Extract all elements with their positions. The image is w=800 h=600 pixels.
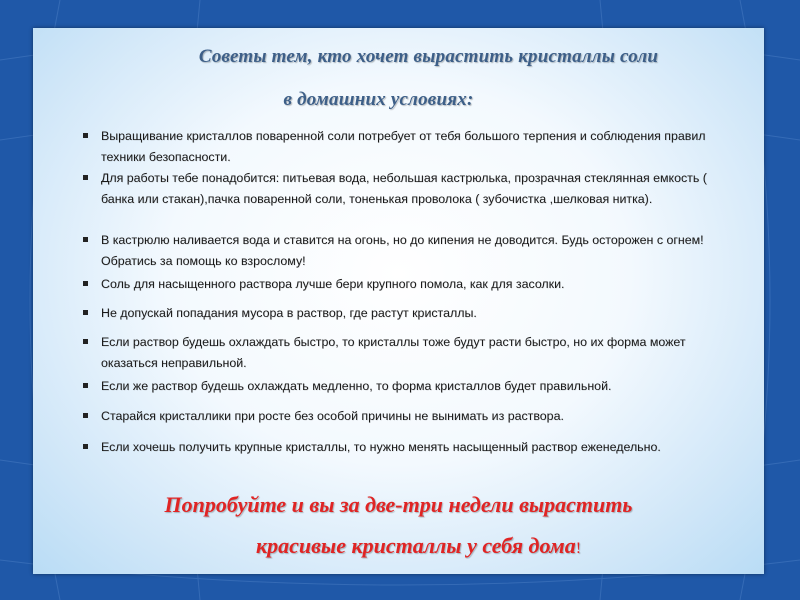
slide-title-line2: в домашних условиях:	[283, 89, 474, 110]
list-item	[83, 406, 723, 427]
tip-text: Выращивание кристаллов поваренной соли потребует от тебя большого терпения и соблюдения правил техники безопасности.	[101, 129, 706, 164]
list-item	[83, 274, 723, 295]
tip-text: В кастрюлю наливается вода и ставится на огонь, но до кипения не доводится. Будь осторожен с огнем! Обратись за помощь ко взрослому!	[101, 233, 704, 268]
bullet-icon	[83, 237, 88, 242]
list-item	[83, 376, 723, 397]
bullet-icon	[83, 383, 88, 388]
list-item	[83, 168, 723, 210]
tip-text: Соль для насыщенного раствора лучше бери крупного помола, как для засолки.	[101, 277, 565, 291]
bullet-icon	[83, 444, 88, 449]
bullet-icon	[83, 310, 88, 315]
list-item	[83, 437, 723, 458]
tip-text: Для работы тебе понадобится: питьевая вода, небольшая кастрюлька, прозрачная стеклянная емкость ( банка или стакан),пачка поваренной соли, тоненькая проволока ( зубочистка ,шелковая нитка).	[101, 171, 707, 206]
footer-exclamation: !	[575, 540, 582, 557]
tip-text: Если раствор будешь охлаждать быстро, то кристаллы тоже будут расти быстро, но их форма может оказаться неправильной.	[101, 335, 686, 370]
tip-text: Если хочешь получить крупные кристаллы, то нужно менять насыщенный раствор еженедельно.	[101, 440, 661, 454]
list-item	[83, 303, 723, 324]
footer-line2	[33, 533, 764, 559]
list-item	[83, 230, 723, 272]
slide-title-line1: Советы тем, кто хочет вырастить кристаллы соли	[198, 46, 659, 67]
bullet-icon	[83, 281, 88, 286]
list-item	[83, 332, 723, 374]
tip-text: Если же раствор будешь охлаждать медленно, то форма кристаллов будет правильной.	[101, 379, 612, 393]
footer-line2-text: красивые кристаллы у себя дома	[255, 533, 576, 558]
slide-card	[33, 28, 764, 574]
bullet-icon	[83, 133, 88, 138]
tip-text: Старайся кристаллики при росте без особой причины не вынимать из раствора.	[101, 409, 564, 423]
list-item	[83, 126, 723, 168]
bullet-icon	[83, 175, 88, 180]
bullet-icon	[83, 339, 88, 344]
footer-line1: Попробуйте и вы за две-три недели вырастить	[164, 492, 633, 517]
tip-text: Не допускай попадания мусора в раствор, где растут кристаллы.	[101, 306, 477, 320]
bullet-icon	[83, 413, 88, 418]
